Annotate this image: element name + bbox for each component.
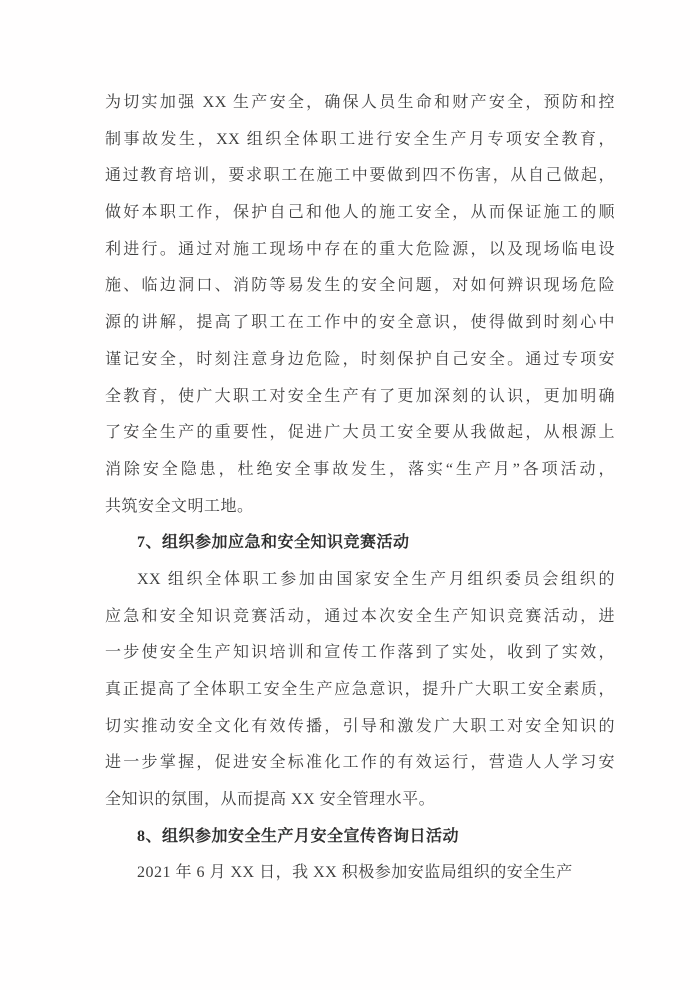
section-heading: 8、组织参加安全生产月安全宣传咨询日活动 — [137, 827, 460, 845]
paragraph-line: 2021 年 6 月 XX 日，我 XX 积极参加安监局组织的安全生产 — [137, 864, 573, 882]
paragraph-line: 全知识的氛围，从而提高 XX 安全管理水平。 — [105, 791, 436, 809]
paragraph-line: 一步使安全生产知识培训和宣传工作落到了实处，收到了实效， — [105, 644, 615, 662]
paragraph-line: 施、临边洞口、消防等易发生的安全问题，对如何辨识现场危险 — [105, 277, 615, 295]
paragraph-line: 消除安全隐患，杜绝安全事故发生，落实“生产月”各项活动， — [105, 460, 615, 478]
paragraph-line: 通过教育培训，要求职工在施工中要做到四不伤害，从自己做起， — [105, 167, 615, 185]
section-heading: 7、组织参加应急和安全知识竞赛活动 — [137, 534, 410, 552]
paragraph-line: 做好本职工作，保护自己和他人的施工安全，从而保证施工的顺 — [105, 204, 615, 222]
paragraph-line: 为切实加强 XX 生产安全，确保人员生命和财产安全，预防和控 — [105, 94, 615, 111]
paragraph-line: 进一步掌握，促进安全标准化工作的有效运行，营造人人学习安 — [105, 754, 615, 772]
paragraph-line: 全教育，使广大职工对安全生产有了更加深刻的认识，更加明确 — [105, 387, 615, 405]
paragraph-line: 切实推动安全文化有效传播，引导和激发广大职工对安全知识的 — [105, 717, 615, 735]
paragraph-line: 制事故发生，XX 组织全体职工进行安全生产月专项安全教育， — [105, 130, 615, 148]
paragraph-line: 真正提高了全体职工安全生产应急意识，提升广大职工安全素质， — [105, 681, 615, 698]
paragraph-line: XX 组织全体职工参加由国家安全生产月组织委员会组织的 — [137, 570, 615, 588]
document-body — [105, 85, 615, 892]
paragraph-line: 源的讲解，提高了职工在工作中的安全意识，使得做到时刻心中 — [105, 314, 615, 332]
paragraph-line: 了安全生产的重要性，促进广大员工安全要从我做起，从根源上 — [105, 424, 615, 442]
paragraph-line: 利进行。通过对施工现场中存在的重大危险源，以及现场临电设 — [105, 240, 615, 258]
paragraph-line: 共筑安全文明工地。 — [105, 497, 254, 515]
paragraph-line: 谨记安全，时刻注意身边危险，时刻保护自己安全。通过专项安 — [105, 350, 615, 368]
paragraph-line: 应急和安全知识竞赛活动，通过本次安全生产知识竞赛活动，进 — [105, 607, 615, 625]
